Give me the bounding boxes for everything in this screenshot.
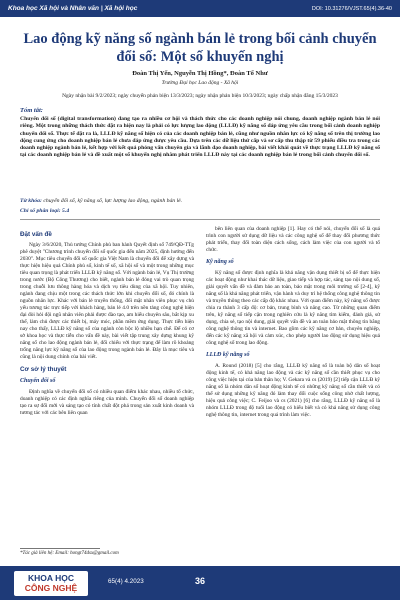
section-name: Khoa học Xã hội và Nhân văn <box>8 5 100 12</box>
keywords-label: Từ khóa: <box>20 198 42 204</box>
logo-line-2: CÔNG NGHỆ <box>24 583 78 593</box>
doi-link[interactable]: DOI: 10.31276/VJST.65(4).36-40 <box>311 5 392 12</box>
page-number: 36 <box>195 576 206 586</box>
theory-heading: Cơ sở lý thuyết <box>20 366 67 373</box>
digital-skills-paragraph: Kỹ năng số được định nghĩa là khả năng vận dụng thiết bị số để thực hiện các hoạt động như khai thác dữ liệu, giao tiếp và hợp tác, sáng tạo nội dung số, giải quyết vấn đề và đảm bảo an toàn, bảo mật trong môi trường số [2-4], kỹ năng số là khả năng phát triển, vận hành và duy trì hệ thống công nghệ thông tin và truyền thông theo các cấp độ khác nhau. Với quan điểm này, kỹ năng số được chia ra thành 3 cấp độ: cơ bản, trung bình và nâng cao. Từ những quan điểm trên, kỹ năng số tiếp cận trong nghiên cứu là kỹ năng tìm kiếm, đánh giá, sử dụng, chia sẻ, tạo nội dung, giải quyết vấn đề và an toàn bảo mật thông tin bằng công nghệ thông tin và internet. Bao gồm các kỹ năng cơ bản, chuyên nghiệp, đến các kỹ năng xã hội và cảm xúc, cho phép người lao động sử dụng hiệu quả công nghệ số trong lao động. <box>206 270 380 346</box>
issue-info: 65(4) 4.2023 <box>108 578 144 585</box>
journal-logo <box>14 571 88 596</box>
classification-label: Chỉ số phân loại: <box>20 208 61 214</box>
abstract-body: Chuyển đổi số (digital transformation) đang tạo ra nhiều cơ hội và thách thức cho các doanh nghiệp nói chung, doanh nghiệp ngành bán lẻ nói riêng. Một trong những thách thức đặt ra hiện nay là phải có lực lượng lao động (LLLĐ) kỹ năng số đáp ứng yêu cầu trong bối cảnh doanh nghiệp chuyển đổi số. Thực tế đặt ra là, LLLĐ kỹ năng số hiện có của các doanh nghiệp bán lẻ, cũng như nguồn nhân lực có kỹ năng số trên thị trường lao động cung ứng cho doanh nghiệp bán lẻ chưa đáp ứng được yêu cầu. Dựa trên các dữ liệu thứ cấp và sơ cấp thu thập từ 59 phiếu điều tra trong các doanh nghiệp ngành bán lẻ, kết hợp với kết quả phỏng vấn chuyên gia và lãnh đạo doanh nghiệp, bài viết khái quát về thực trạng LLLĐ kỹ năng số tại các doanh nghiệp bán lẻ và đề xuất một số khuyến nghị nhằm phát triển LLLĐ này tại các doanh nghiệp bán lẻ trong bối cảnh chuyển đổi số. <box>20 116 380 159</box>
continuation-paragraph: bên liên quan của doanh nghiệp [1]. Hay có thể nói, chuyển đổi số là quá trình con người sử dụng dữ liệu và các công nghệ số để thay đổi phương thức phát triển, thay đổi toàn diện cách sống, cách làm việc của con người và tổ chức. <box>206 226 380 253</box>
corresponding-author-note: *Tác giả liên hệ: Email: hongt74dsx@gmail.com <box>20 551 119 556</box>
abstract-divider <box>20 219 380 220</box>
abstract-heading: Tóm tắt: <box>20 107 43 114</box>
keywords-text: chuyển đổi số, kỹ năng số, lực lượng lao động, ngành bán lẻ. <box>43 198 183 204</box>
author-list: Đoàn Thị Yến, Nguyễn Thị Hồng*, Đoàn Tố Như <box>132 70 268 77</box>
keywords-line <box>20 198 380 204</box>
journal-footer <box>0 566 400 600</box>
submission-dates: Ngày nhận bài 9/2/2023; ngày chuyển phản biện 13/3/2023; ngày nhận phản biện 10/3/2023; ngày chấp nhận đăng 15/3/2023 <box>62 93 338 99</box>
classification-line <box>20 208 380 214</box>
right-column <box>206 226 380 422</box>
footnote-divider <box>20 548 100 549</box>
article-title: Lao động kỹ năng số ngành bán lẻ trong bối cảnh chuyển đổi số: Một số khuyến nghị <box>23 31 377 65</box>
journal-header-bar <box>0 0 400 17</box>
logo-line-1: KHOA HỌC <box>28 573 74 583</box>
affiliation: Trường Đại học Lao động - Xã hội <box>161 80 239 86</box>
intro-paragraph: Ngày 3/6/2020, Thủ tướng Chính phủ ban hành Quyết định số 749/QĐ-TTg phê duyệt "Chương trình chuyển đổi số quốc gia đến năm 2025, định hướng đến 2030". Mục tiêu chuyển đổi số quốc gia Việt Nam là chuyển đổi để xây dựng và thực hiện hiệu quả Chính phủ số, kinh tế số, xã hội số và một trong những mục tiêu quan trọng là phát triển LLLĐ kỹ năng số. Với ngành bán lẻ, Vụ Thị trường trong nước (Bộ Công Thương) cho biết, ngành bán lẻ đóng vai trò quan trọng trong chuỗi lưu thông hàng hóa và dịch vụ tiêu dùng của xã hội. Tuy nhiên, ngành đang chịu một trong các thách thức lớn khi chuyển đổi số, đó chính là nguồn nhân lực. Khác với bán lẻ truyền thống, đối mặt nhân viên phục vụ chủ yếu tương tác trực tiếp với khách hàng, bán lẻ 4.0 trên nền tảng công nghệ hiện đại đòi hỏi đội ngũ nhân viên phải được đào tạo, am hiểu chuyên sâu, bắt kịp xu thế, làm chủ được các thiết bị, máy móc, phần mềm ứng dụng. Thực tiễn hiện nay cho thấy, LLLĐ kỹ năng số của ngành còn bộc lộ nhiều hạn chế. Để có cơ sở khoa học và thực tiễn cho vấn đề này, bài viết tập trung xây dựng khung kỹ năng số cho lao động ngành bán lẻ, đối chiếu với thực trạng để làm rõ khoảng trống năng lực kỹ năng số của lao động trong ngành bán lẻ. Đây là mục tiêu và cũng là nội dung chính của bài viết. <box>20 242 194 360</box>
workforce-subheading: LLLĐ kỹ năng số <box>206 352 250 358</box>
theory-paragraph: Định nghĩa về chuyển đổi số có nhiều quan điểm khác nhau, nhiều tổ chức, doanh nghiệp có các định nghĩa riêng của mình. Chuyển đổi số doanh nghiệp tạo ra sự đổi mới và sáng tạo có tính chất đột phá trong sản xuất kinh doanh và tương tác với các bên liên quan <box>20 389 194 416</box>
workforce-paragraph: A. Round (2018) [5] cho rằng, LLLĐ kỹ năng số là toàn bộ dân số hoạt động kinh tế, có khả năng lao động và các kỹ năng số cần thiết phục vụ cho công việc hiện tại của bản thân họ; V. Gekara và cs (2019) [2] tiếp cận LLLĐ kỹ năng số là nhóm dân số hoạt động kinh tế có những kỹ năng số cần thiết và có thể sử dụng những kỹ năng đó làm thay đổi cuộc sống công nhờ chất lượng, hiệu quả công việc; C. Feijoo và cs (2021) [6] cho rằng, LLLĐ kỹ năng số là nhóm LLLĐ trong độ tuổi lao động có hiểu biết và có khả năng sử dụng công nghệ thông tin, internet trong quá trình làm việc. <box>206 363 380 418</box>
classification-value: 5.4 <box>62 208 70 214</box>
intro-heading: Đặt vấn đề <box>20 231 52 238</box>
left-column <box>20 226 194 420</box>
section-label: Khoa học Xã hội và Nhân văn | Xã hội học <box>8 5 138 12</box>
digital-skills-subheading: Kỹ năng số <box>206 259 234 265</box>
subsection-name: Xã hội học <box>104 5 138 12</box>
digital-transformation-subheading: Chuyển đổi số <box>20 378 56 384</box>
